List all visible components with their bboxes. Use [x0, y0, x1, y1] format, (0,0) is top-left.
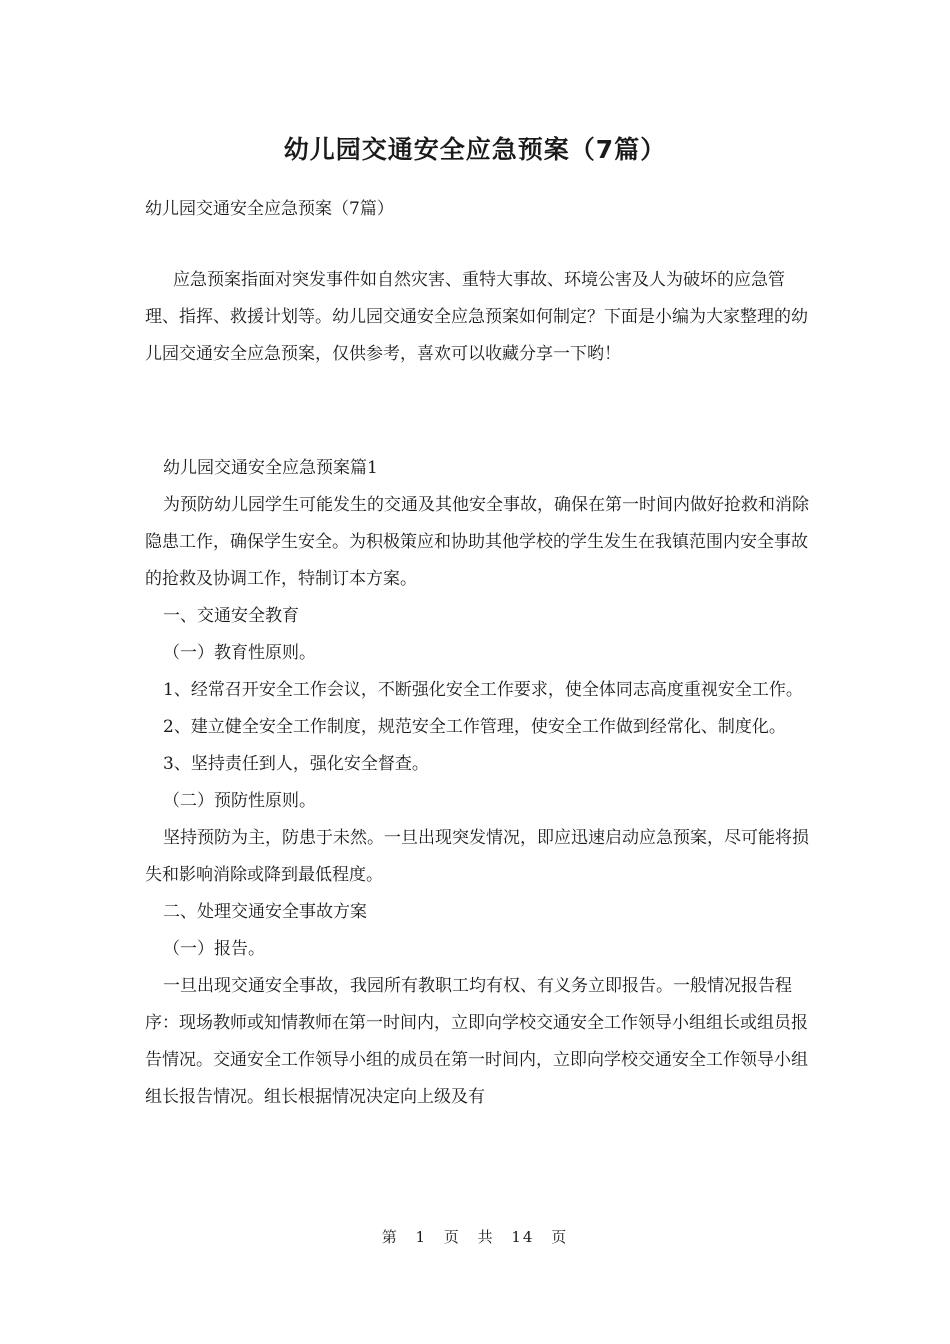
paragraph: 二、处理交通安全事故方案	[163, 902, 367, 922]
document-title: 幼儿园交通安全应急预案（7篇）	[283, 135, 667, 164]
paragraph: 一旦出现交通安全事故，我园所有教职工均有权、有义务立即报告。一般情况报告程序：现场教师或知情教师在第一时间内，立即向学校交通安全工作领导小组组长或组员报告情况。交通安全工作领导小组的成员在第一时间内，立即向学校交通安全工作领导小组组长报告情况。组长根据情况决定向上级及有	[145, 976, 808, 1107]
document-subtitle: 幼儿园交通安全应急预案（7篇）	[145, 199, 394, 219]
paragraph: （一）报告。	[163, 939, 265, 959]
paragraph: （一）教育性原则。	[163, 643, 316, 663]
paragraph: 坚持预防为主，防患于未然。一旦出现突发情况，即应迅速启动应急预案，尽可能将损失和影响消除或降到最低程度。	[145, 828, 809, 885]
intro-paragraph: 应急预案指面对突发事件如自然灾害、重特大事故、环境公害及人为破坏的应急管理、指挥、救援计划等。幼儿园交通安全应急预案如何制定？下面是小编为大家整理的幼儿园交通安全应急预案，仅供参考，喜欢可以收藏分享一下哟！	[145, 270, 808, 364]
paragraph: （二）预防性原则。	[163, 791, 316, 811]
paragraph: 1、经常召开安全工作会议，不断强化安全工作要求，使全体同志高度重视安全工作。	[163, 680, 803, 700]
document-body	[145, 450, 815, 1116]
section-heading: 幼儿园交通安全应急预案篇1	[163, 458, 378, 478]
page-footer: 第 1 页 共 14 页	[381, 1228, 569, 1246]
paragraph: 3、坚持责任到人，强化安全督查。	[163, 754, 429, 774]
paragraph: 2、建立健全安全工作制度，规范安全工作管理，使安全工作做到经常化、制度化。	[163, 717, 786, 737]
paragraph: 一、交通安全教育	[163, 606, 299, 626]
paragraph: 为预防幼儿园学生可能发生的交通及其他安全事故，确保在第一时间内做好抢救和消除隐患工作，确保学生安全。为积极策应和协助其他学校的学生发生在我镇范围内安全事故的抢救及协调工作，特制订本方案。	[145, 495, 809, 589]
